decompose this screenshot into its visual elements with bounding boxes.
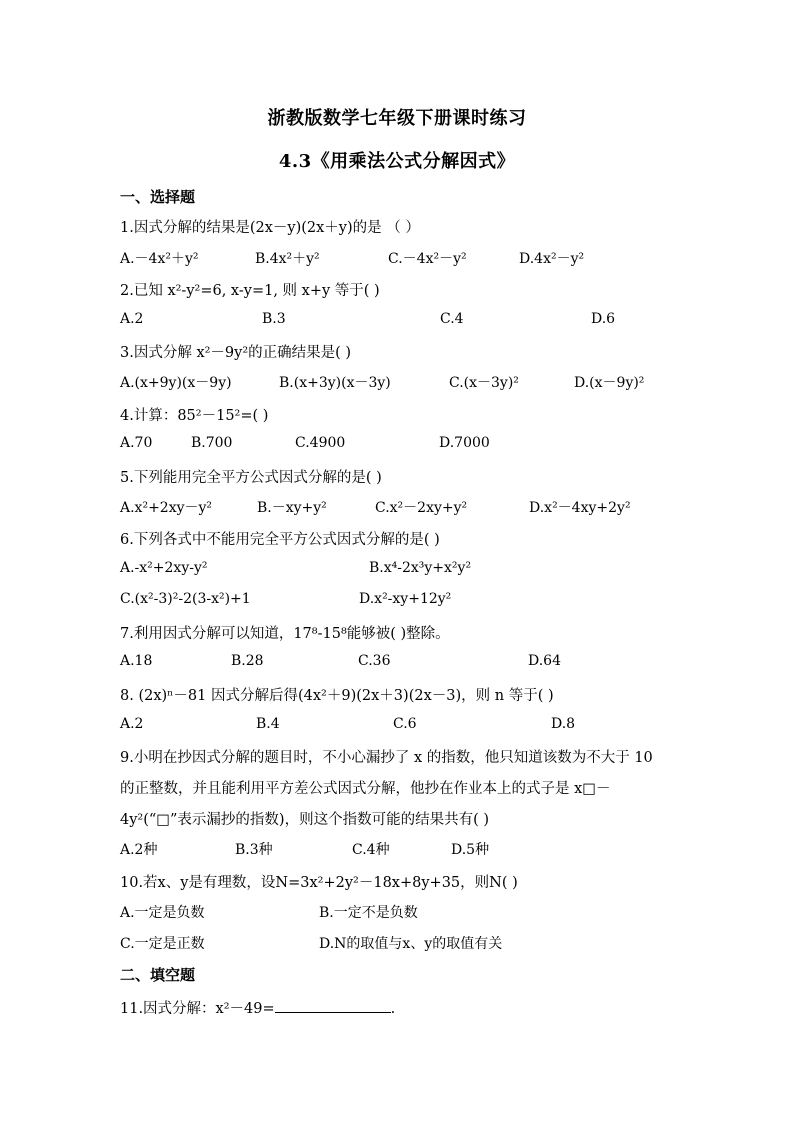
question-8: 8. (2x)ⁿ－81 因式分解后得(4x²＋9)(2x＋3)(2x－3)，则 n 等于( ) — [120, 688, 554, 704]
q9-option-b: B.3种 — [235, 842, 273, 858]
q2-option-c: C.4 — [440, 311, 464, 327]
question-5: 5.下列能用完全平方公式因式分解的是( ) — [120, 470, 382, 486]
question-11-period: . — [390, 1001, 396, 1017]
q3-option-b: B.(x+3y)(x－3y) — [279, 375, 391, 391]
q7-option-a: A.18 — [120, 653, 153, 669]
question-9-line-2: 的正整数，并且能利用平方差公式因式分解，他抄在作业本上的式子是 x□－ — [120, 781, 611, 797]
page-subtitle: 4.3《用乘法公式分解因式》 — [278, 151, 516, 172]
q2-option-a: A.2 — [120, 311, 144, 327]
q6-option-d: D.x²-xy+12y² — [359, 591, 452, 607]
q1-option-d: D.4x²－y² — [519, 251, 585, 267]
q10-option-b: B.一定不是负数 — [319, 905, 418, 921]
q3-option-a: A.(x+9y)(x－9y) — [120, 375, 232, 391]
q5-option-b: B.－xy+y² — [257, 500, 327, 516]
q5-option-d: D.x²－4xy+2y² — [529, 500, 631, 516]
q6-option-b: B.x⁴-2x³y+x²y² — [369, 560, 472, 576]
q4-option-c: C.4900 — [295, 435, 346, 451]
q9-option-c: C.4种 — [352, 842, 390, 858]
question-10: 10.若x、y是有理数，设N=3x²+2y²－18x+8y+35，则N( ) — [120, 875, 518, 891]
question-9-line-3: 4y²(“□”表示漏抄的指数)，则这个指数可能的结果共有( ) — [120, 812, 489, 828]
q9-option-d: D.5种 — [451, 842, 490, 858]
question-6: 6.下列各式中不能用完全平方公式因式分解的是( ) — [120, 532, 440, 548]
answer-blank — [275, 998, 391, 1013]
question-2: 2.已知 x²-y²=6, x-y=1, 则 x+y 等于( ) — [120, 283, 380, 299]
q10-option-c: C.一定是正数 — [120, 936, 205, 952]
q7-option-d: D.64 — [528, 653, 561, 669]
question-7: 7.利用因式分解可以知道，17⁸-15⁸能够被( )整除。 — [120, 626, 450, 642]
q1-option-a: A.－4x²＋y² — [120, 251, 199, 267]
q4-option-a: A.70 — [120, 435, 153, 451]
question-11-text: 11.因式分解：x²－49= — [120, 1001, 275, 1017]
q2-option-d: D.6 — [591, 311, 616, 327]
question-11 — [120, 997, 395, 1018]
q1-option-c: C.－4x²－y² — [388, 251, 467, 267]
q3-option-d: D.(x－9y)² — [574, 375, 645, 391]
question-1: 1.因式分解的结果是(2x－y)(2x＋y)的是 （ ） — [120, 220, 420, 236]
q8-option-a: A.2 — [120, 716, 144, 732]
q1-option-b: B.4x²＋y² — [255, 251, 320, 267]
q5-option-c: C.x²－2xy+y² — [375, 500, 468, 516]
q5-option-a: A.x²+2xy－y² — [120, 500, 213, 516]
q8-option-b: B.4 — [256, 716, 280, 732]
q8-option-c: C.6 — [393, 716, 417, 732]
q10-option-d: D.N的取值与x、y的取值有关 — [319, 936, 503, 952]
q8-option-d: D.8 — [551, 716, 576, 732]
q6-option-c: C.(x²-3)²-2(3-x²)+1 — [120, 591, 251, 607]
question-9-line-1: 9.小明在抄因式分解的题目时，不小心漏抄了 x 的指数，他只知道该数为不大于 10 — [120, 750, 653, 766]
section-heading-fill: 二、填空题 — [120, 966, 196, 984]
q4-option-b: B.700 — [191, 435, 233, 451]
q10-option-a: A.一定是负数 — [120, 905, 205, 921]
q9-option-a: A.2种 — [120, 842, 158, 858]
question-3: 3.因式分解 x²－9y²的正确结果是( ) — [120, 345, 352, 361]
q4-option-d: D.7000 — [439, 435, 490, 451]
q6-option-a: A.-x²+2xy-y² — [120, 560, 208, 576]
section-heading-choice: 一、选择题 — [120, 188, 196, 206]
q2-option-b: B.3 — [262, 311, 286, 327]
q7-option-b: B.28 — [231, 653, 264, 669]
page-title: 浙教版数学七年级下册课时练习 — [267, 108, 527, 129]
q7-option-c: C.36 — [358, 653, 391, 669]
question-4: 4.计算：85²－15²=( ) — [120, 408, 269, 424]
q3-option-c: C.(x－3y)² — [449, 375, 519, 391]
